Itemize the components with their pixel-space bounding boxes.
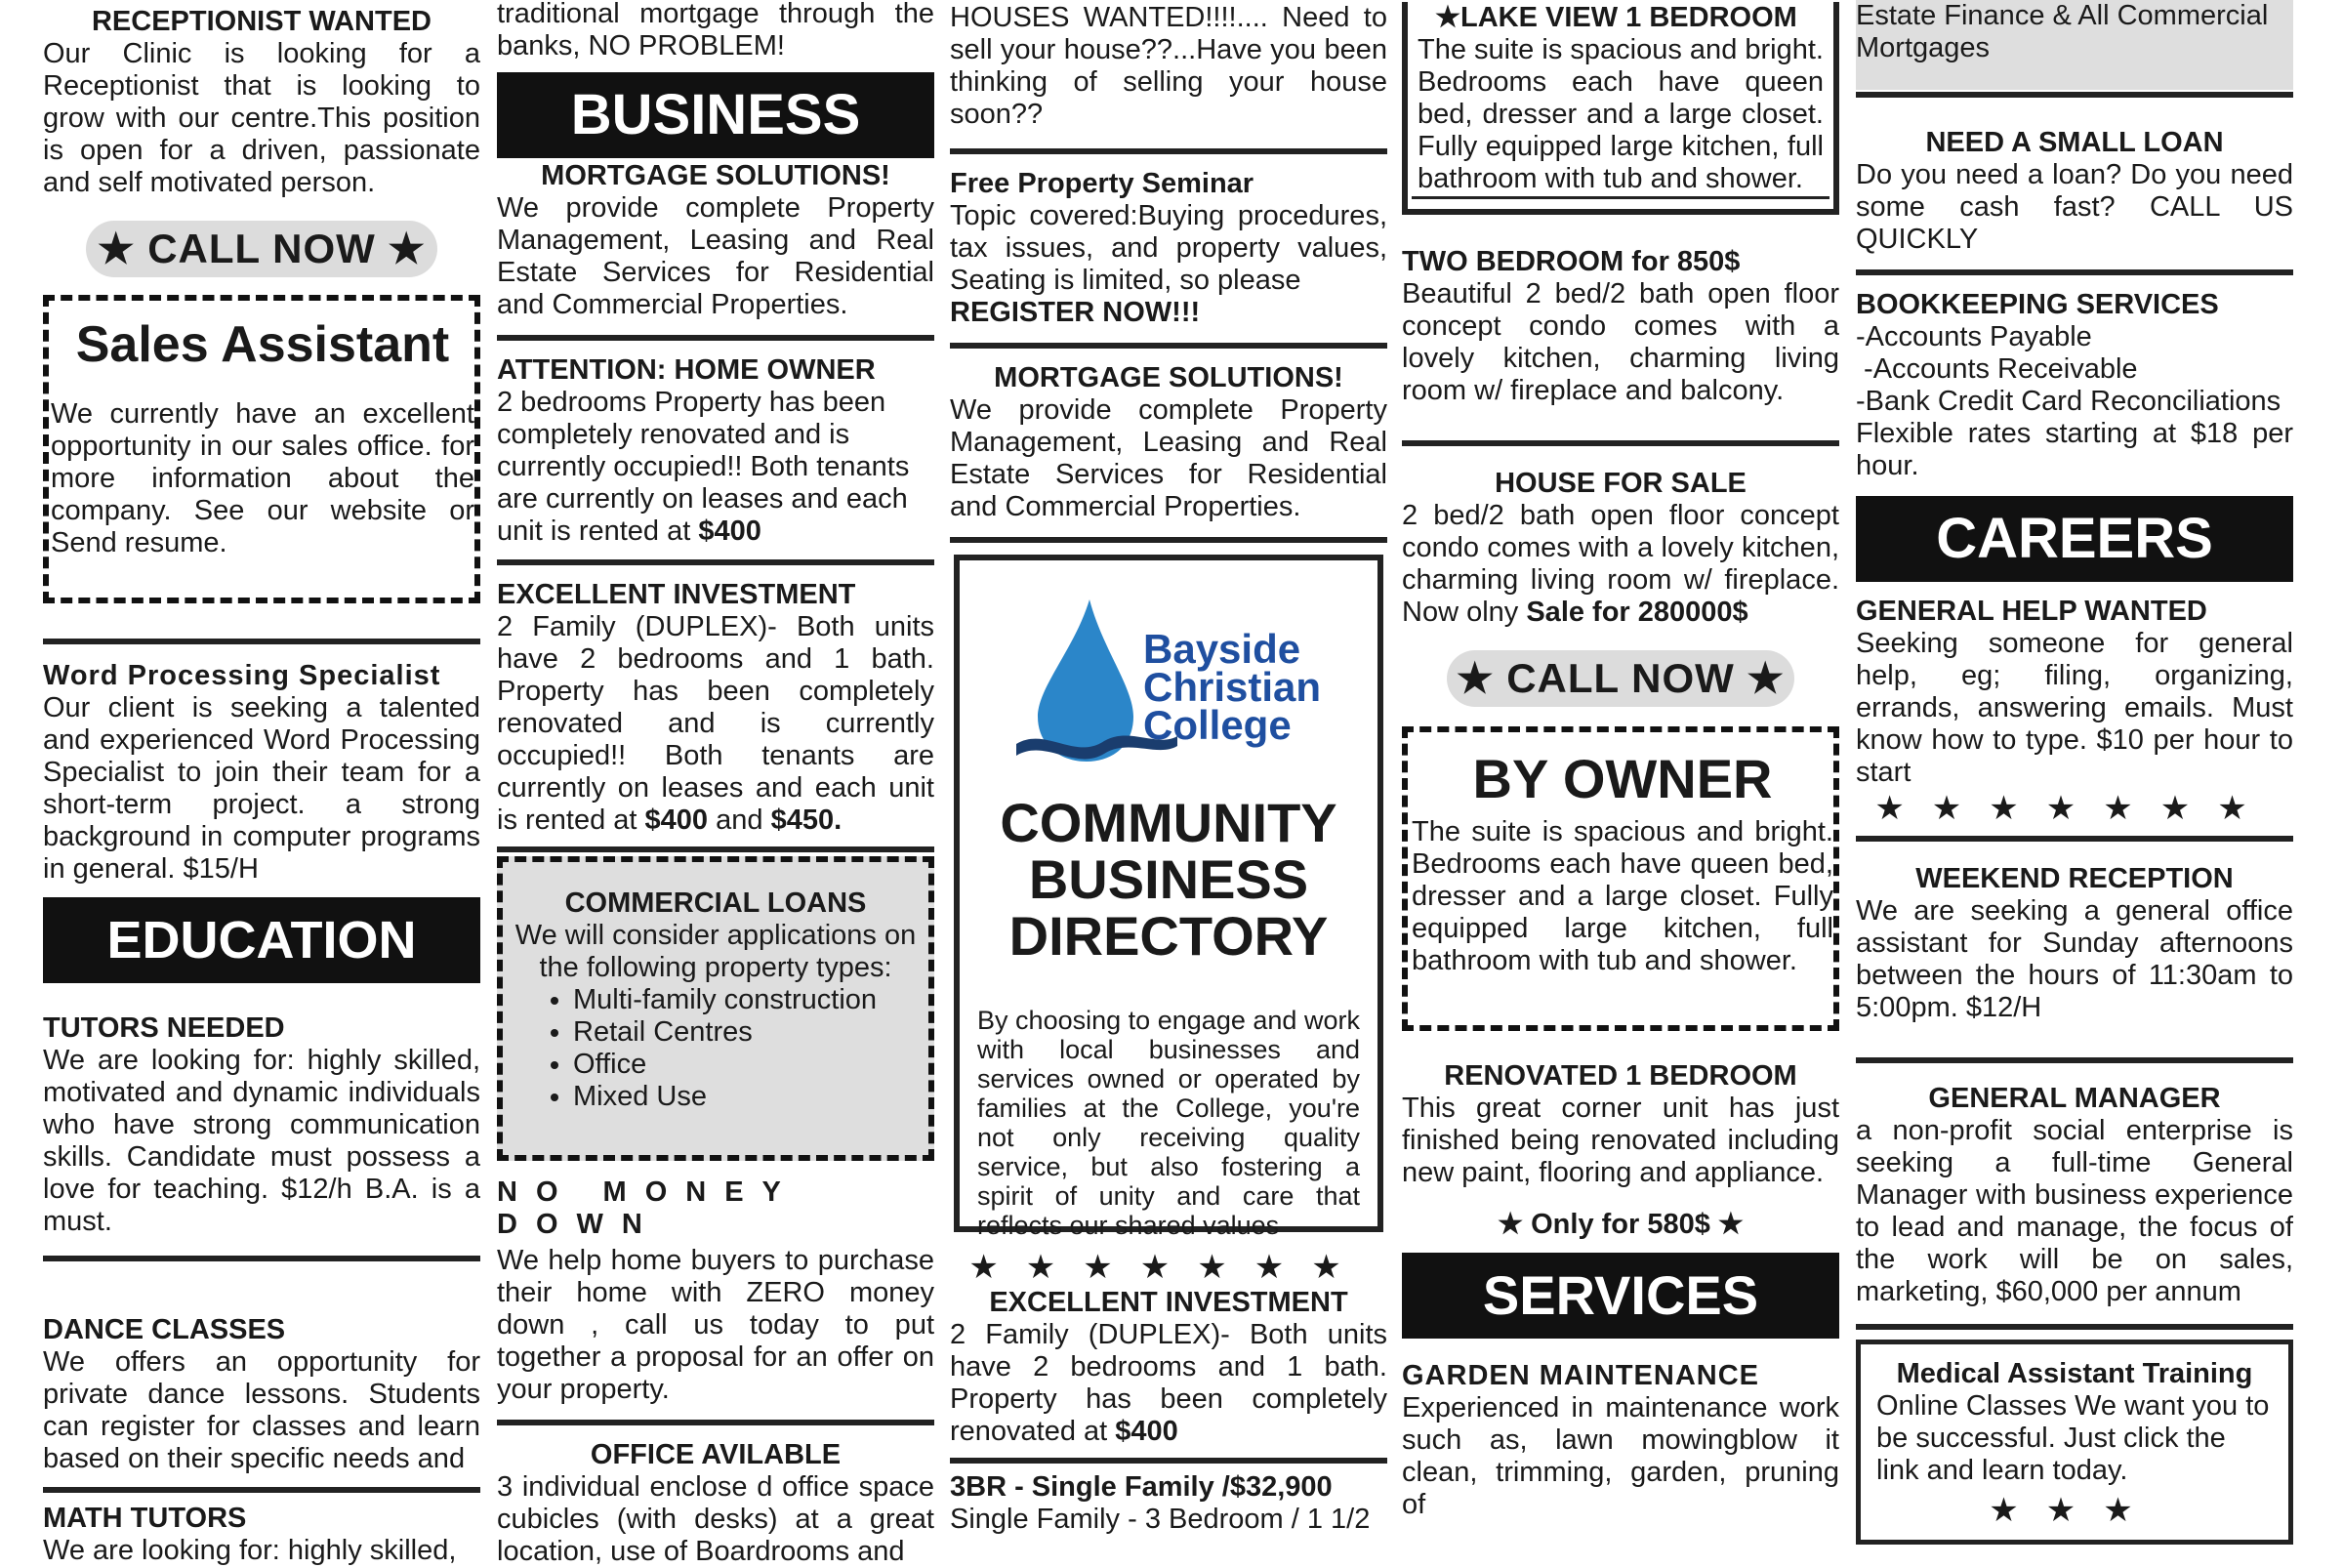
ad-body: Flexible rates starting at $18 per hour. <box>1856 418 2293 481</box>
divider <box>1856 836 2293 842</box>
divider <box>950 148 1387 154</box>
divider <box>1856 1324 2293 1330</box>
stars-row: ★★★★★★★ <box>968 1249 1369 1286</box>
ad-body: traditional mortgage through the banks, NO PROBLEM! <box>497 0 934 62</box>
divider <box>43 1487 480 1493</box>
ad-title: COMMERCIAL LOANS <box>564 887 867 919</box>
column-5 <box>1856 0 2293 1539</box>
section-header-careers: CAREERS <box>1856 496 2293 582</box>
divider <box>43 639 480 644</box>
logo-line-1: Bayside <box>1143 626 1301 672</box>
ad-title: RENOVATED 1 BEDROOM <box>1444 1060 1797 1092</box>
by-owner-box <box>1402 726 1839 1031</box>
ad-title: 3BR - Single Family /$32,900 <box>950 1471 1333 1503</box>
ad-title: EXCELLENT INVESTMENT <box>497 579 856 610</box>
bookkeeping-items: -Accounts Payable -Accounts Receivable -Bank Credit Card Reconciliations <box>1856 321 2281 417</box>
community-directory-box <box>954 555 1383 1240</box>
ad-body: Single Family - 3 Bedroom / 1 1/2 <box>950 1504 1371 1535</box>
section-header-services: SERVICES <box>1402 1253 1839 1339</box>
divider <box>497 335 934 341</box>
ad-body: 3 individual enclose d office space cubicles (with desks) at a great location, use of Boardrooms and <box>497 1471 934 1567</box>
ad-title: RECEPTIONIST WANTED <box>91 6 432 37</box>
estate-finance-box <box>1856 0 2293 90</box>
list-item: • Office <box>573 1049 917 1081</box>
ad-title: Word Processing Specialist <box>43 660 441 691</box>
ad-body: a non-profit social enterprise is seeking a full-time General Manager with business experience to lead and manage, the focus of the work will be on sales, marketing, $60,000 per annum <box>1856 1115 2293 1307</box>
ad-title: MATH TUTORS <box>43 1503 247 1534</box>
ad-body: We are seeking a general office assistant for Sunday afternoons between the hours of 11:30am to 5:00pm. $12/H <box>1856 895 2293 1023</box>
call-now-button[interactable]: ★ CALL NOW ★ <box>1447 650 1794 707</box>
column-2 <box>497 0 934 1567</box>
column-1 <box>43 0 480 1566</box>
bayside-logo <box>977 580 1368 775</box>
divider <box>950 1458 1387 1464</box>
column-4 <box>1402 0 1839 1539</box>
ad-body: Our Clinic is looking for a Receptionist that is looking to grow with our centre.This position is open for a driven, passionate and self motivated person. <box>43 38 480 198</box>
ad-body: 2 bedrooms Property has been completely renovated and is currently occupied!! Both tenants are currently on leases and each unit is rented at $400 <box>497 387 910 547</box>
section-header-education: EDUCATION <box>43 897 480 983</box>
ad-title: OFFICE AVILABLE <box>590 1439 842 1470</box>
lake-view-box <box>1402 2 1839 215</box>
ad-body: Experienced in maintenance work such as, lawn mowingblow it clean, trimming, garden, pruning of <box>1402 1392 1839 1520</box>
ad-title: DANCE CLASSES <box>43 1314 286 1345</box>
ad-title: TUTORS NEEDED <box>43 1012 285 1044</box>
ad-body: Our client is seeking a talented and experienced Word Processing Specialist to join their team for a short-term project. a strong background in computer programs in general. $15/H <box>43 692 480 885</box>
ad-body: The suite is spacious and bright. Bedrooms each have queen bed, dresser and a large closet. Fully equipped large kitchen, full bathroom with tub and shower. <box>1418 34 1824 194</box>
ad-title: Sales Assistant <box>75 316 450 373</box>
commercial-loans-box <box>497 856 934 1161</box>
ad-body: 2 Family (DUPLEX)- Both units have 2 bedrooms and 1 bath. Property has been completely renovated and is currently occupied!! Both tenants are currently on leases and each unit is rented at $400 and $450. <box>497 611 934 836</box>
divider <box>497 559 934 565</box>
directory-body: By choosing to engage and work with local businesses and services owned or operated by families at the College, you're not only receiving quality service, but also fostering a spirit of unity and care that reflects our shared values <box>977 1006 1360 1240</box>
ad-body: HOUSES WANTED!!!!.... Need to sell your house??...Have you been thinking of selling your house soon?? <box>950 2 1387 130</box>
stars-row: ★★★★★★★ <box>1874 790 2275 827</box>
price-tag: ★ Only for 580$ ★ <box>1498 1209 1744 1240</box>
ad-title: MORTGAGE SOLUTIONS! <box>994 362 1343 393</box>
sales-assistant-box <box>43 295 480 603</box>
directory-title: COMMUNITY BUSINESS DIRECTORY <box>1000 792 1337 967</box>
ad-body: We are looking for: highly skilled, motivated and dynamic individuals who have strong communication skills. Candidate must possess a love for teaching. $12/h B.A. is a must. <box>43 1045 480 1237</box>
ad-body: We offers an opportunity for private dance lessons. Students can register for classes and learn based on their specific needs and <box>43 1346 480 1474</box>
divider <box>950 343 1387 349</box>
ad-title: ★LAKE VIEW 1 BEDROOM <box>1435 2 1797 33</box>
divider <box>1856 92 2293 98</box>
ad-body: Estate Finance & All Commercial Mortgages <box>1856 0 2269 63</box>
ad-body: Beautiful 2 bed/2 bath open floor concept condo comes with a lovely kitchen, charming living room w/ fireplace and balcony. <box>1402 278 1839 406</box>
ad-body: We provide complete Property Management, Leasing and Real Estate Services for Residential and Commercial Properties. <box>497 192 934 320</box>
ad-body: The suite is spacious and bright. Bedrooms each have queen bed, dresser and a large closet. Fully equipped large kitchen, full bathroom with tub and shower. <box>1412 816 1833 976</box>
logo-line-2: Christian <box>1143 664 1322 710</box>
ad-body: We currently have an excellent opportunity in our sales office. for more information about the company. See our website or Send resume. <box>51 398 474 558</box>
call-now-button[interactable]: ★ CALL NOW ★ <box>86 221 437 277</box>
ad-title: MORTGAGE SOLUTIONS! <box>541 160 890 191</box>
ad-body: Seeking someone for general help, eg; filing, organizing, errands, answering emails. Must know how to type. $10 per hour to start <box>1856 628 2293 788</box>
ad-title: GENERAL MANAGER <box>1928 1083 2221 1114</box>
ad-body: We provide complete Property Management, Leasing and Real Estate Services for Residential and Commercial Properties. <box>950 394 1387 522</box>
section-header-business: BUSINESS <box>497 72 934 158</box>
medical-training-box <box>1856 1340 2293 1545</box>
ad-body: Online Classes We want you to be successful. Just click the link and learn today. <box>1876 1390 2270 1486</box>
list-item: • Retail Centres <box>573 1016 917 1049</box>
ad-body: 2 Family (DUPLEX)- Both units have 2 bedrooms and 1 bath. Property has been completely renovated at $400 <box>950 1319 1387 1447</box>
divider <box>1402 440 1839 446</box>
divider <box>43 1256 480 1261</box>
property-type-list <box>514 984 917 1113</box>
ad-title: Free Property Seminar <box>950 168 1254 199</box>
ad-title: Medical Assistant Training <box>1896 1358 2253 1389</box>
ad-title: BY OWNER <box>1472 748 1773 809</box>
ad-title: NEED A SMALL LOAN <box>1925 127 2224 158</box>
ad-title: GENERAL HELP WANTED <box>1856 596 2207 627</box>
divider <box>497 846 934 852</box>
ad-body: We help home buyers to purchase their home with ZERO money down , call us today to put together a proposal for an offer on your property. <box>497 1245 934 1405</box>
stars-row: ★★★ <box>1989 1492 2160 1529</box>
ad-title: WEEKEND RECEPTION <box>1915 863 2234 894</box>
logo-line-3: College <box>1143 702 1292 748</box>
list-item: • Mixed Use <box>573 1081 917 1113</box>
ad-title: TWO BEDROOM for 850$ <box>1402 246 1741 277</box>
divider <box>1856 1057 2293 1063</box>
ad-body: Topic covered:Buying procedures, tax issues, and property values, Seating is limited, so please <box>950 200 1387 296</box>
ad-body: We are looking for: highly skilled, <box>43 1535 457 1566</box>
divider <box>1856 269 2293 275</box>
ad-title: EXCELLENT INVESTMENT <box>989 1287 1348 1318</box>
register-cta: REGISTER NOW!!! <box>950 297 1201 328</box>
divider <box>950 537 1387 543</box>
ad-title: NO MONEY DOWN <box>497 1176 800 1240</box>
divider <box>497 1420 934 1425</box>
ad-body: We will consider applications on the following property types: <box>514 920 917 983</box>
column-3 <box>950 0 1387 1539</box>
ad-title: GARDEN MAINTENANCE <box>1402 1360 1759 1391</box>
ad-title: ATTENTION: HOME OWNER <box>497 354 876 386</box>
ad-title: BOOKKEEPING SERVICES <box>1856 289 2219 320</box>
ad-body: This great corner unit has just finished being renovated including new paint, flooring and appliance. <box>1402 1093 1839 1188</box>
list-item: • Multi-family construction <box>573 984 917 1016</box>
ad-body: 2 bed/2 bath open floor concept condo comes with a lovely kitchen, charming living room w/ fireplace. Now olny Sale for 280000$ <box>1402 500 1839 628</box>
ad-body: Do you need a loan? Do you need some cash fast? CALL US QUICKLY <box>1856 159 2293 255</box>
ad-title: HOUSE FOR SALE <box>1495 468 1747 499</box>
